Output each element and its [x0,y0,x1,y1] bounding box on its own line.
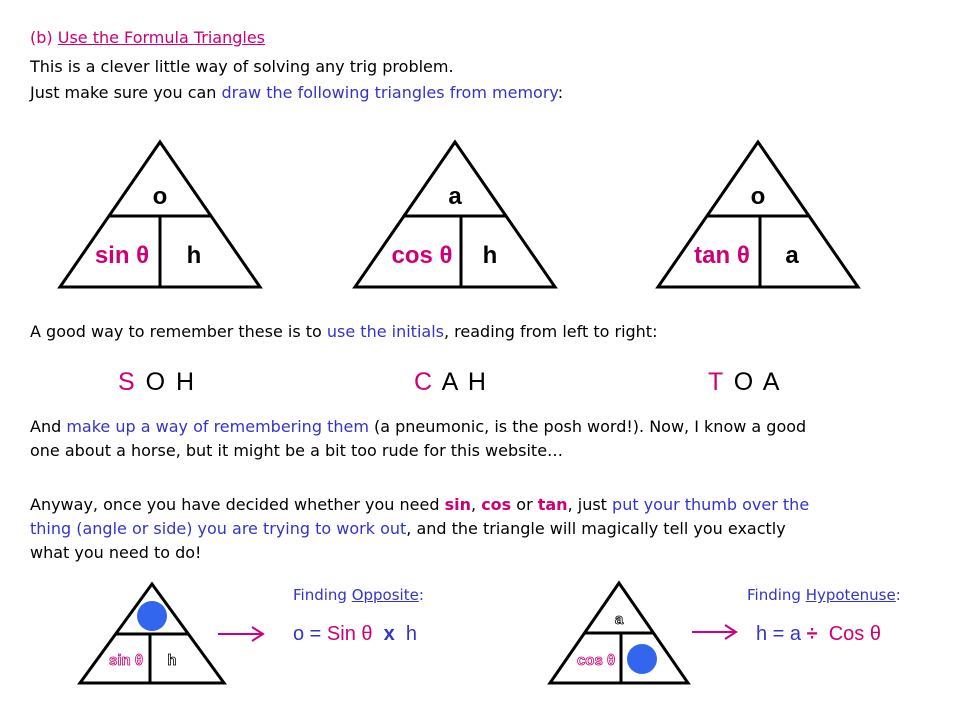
para2-sin: sin [444,495,472,514]
remember-highlight: use the initials [326,322,444,341]
para2-line1 [30,493,809,516]
arrow-icon [692,625,736,639]
example2-label [747,584,901,607]
triangle-right-label: h [482,242,498,269]
triangle-left-label: cos θ [576,652,616,669]
example-triangle-hypotenuse [550,583,688,683]
triangle-right-label: h [186,242,202,269]
para2-just: , just [567,495,613,514]
intro-line-1: This is a clever little way of solving any trig problem. [30,57,454,76]
para2-highlight-1: put your thumb over the [612,495,810,514]
triangle-cah [355,142,555,287]
para2-text: Anyway, once you have decided whether you need [30,495,445,514]
para2-or: or [511,495,538,514]
triangle-left-label: cos θ [391,242,453,269]
mnemonic-toa [708,368,781,397]
example2-formula [756,623,881,646]
heading-title: Use the Formula Triangles [57,28,266,47]
example1-label-suffix: : [418,586,424,604]
para1-line2: one about a horse, but it might be a bit too rude for this website… [30,441,564,460]
mnemonic-soh [118,368,196,397]
remember-text: A good way to remember these is to [30,322,327,341]
para1-text: And [30,417,67,436]
formula-term: Cos θ [828,623,881,645]
example1-label [293,584,424,607]
intro2-colon: : [557,83,564,102]
triangle-top-label: o [152,183,168,210]
mnemonic-cah [414,368,488,397]
example2-label-prefix: Finding [747,586,806,604]
example2-label-word: Hypotenuse [805,586,896,604]
mnemonic-initial: C [414,368,435,396]
remember-line [30,320,657,343]
mnemonic-rest: O A [724,368,782,396]
para1-highlight: make up a way of remembering them [66,417,369,436]
para2-comma: , [471,495,482,514]
triangle-left-label: sin θ [94,242,150,269]
example-triangle-opposite [80,584,224,683]
para2-text-end: , and the triangle will magically tell you exactly [406,519,786,538]
formula-term-2: h [405,623,418,645]
thumb-circle [137,601,167,631]
formula-operator: x [383,623,395,645]
arrow-icon [218,627,263,641]
triangle-top-label: a [614,611,624,628]
para2-highlight-2: thing (angle or side) you are trying to work out [30,519,407,538]
triangle-toa [658,142,858,287]
triangle-right-label: h [167,652,177,669]
formula-lhs: h = a [756,623,807,645]
example1-label-prefix: Finding [293,586,352,604]
triangle-soh [60,142,260,287]
mnemonic-rest: A H [434,368,488,396]
para1-line1 [30,415,806,438]
mnemonic-rest: O H [136,368,197,396]
remember-text-end: , reading from left to right: [443,322,658,341]
para2-line3: what you need to do! [30,543,202,562]
example2-label-suffix: : [895,586,901,604]
mnemonic-initial: S [118,368,137,396]
triangle-left-label: sin θ [109,652,143,669]
example1-label-word: Opposite [351,586,419,604]
mnemonic-initial: T [708,368,725,396]
heading-prefix: (b) [30,28,58,47]
intro2-highlight: draw the following triangles from memory [221,83,558,102]
para2-line2 [30,517,786,540]
para2-tan: tan [537,495,568,514]
triangle-right-label: a [785,242,799,269]
triangle-left-label: tan θ [694,242,750,269]
thumb-circle [627,644,657,674]
para1-text-end: (a pneumonic, is the posh word!). Now, I know a good [368,417,807,436]
triangle-top-label: o [750,183,766,210]
example1-formula [293,623,417,646]
para2-cos: cos [481,495,512,514]
formula-lhs: o = [293,623,327,645]
formula-term: Sin θ [326,623,373,645]
triangle-top-label: a [448,183,462,210]
intro2-text: Just make sure you can [30,83,222,102]
formula-operator: ÷ [806,623,818,645]
